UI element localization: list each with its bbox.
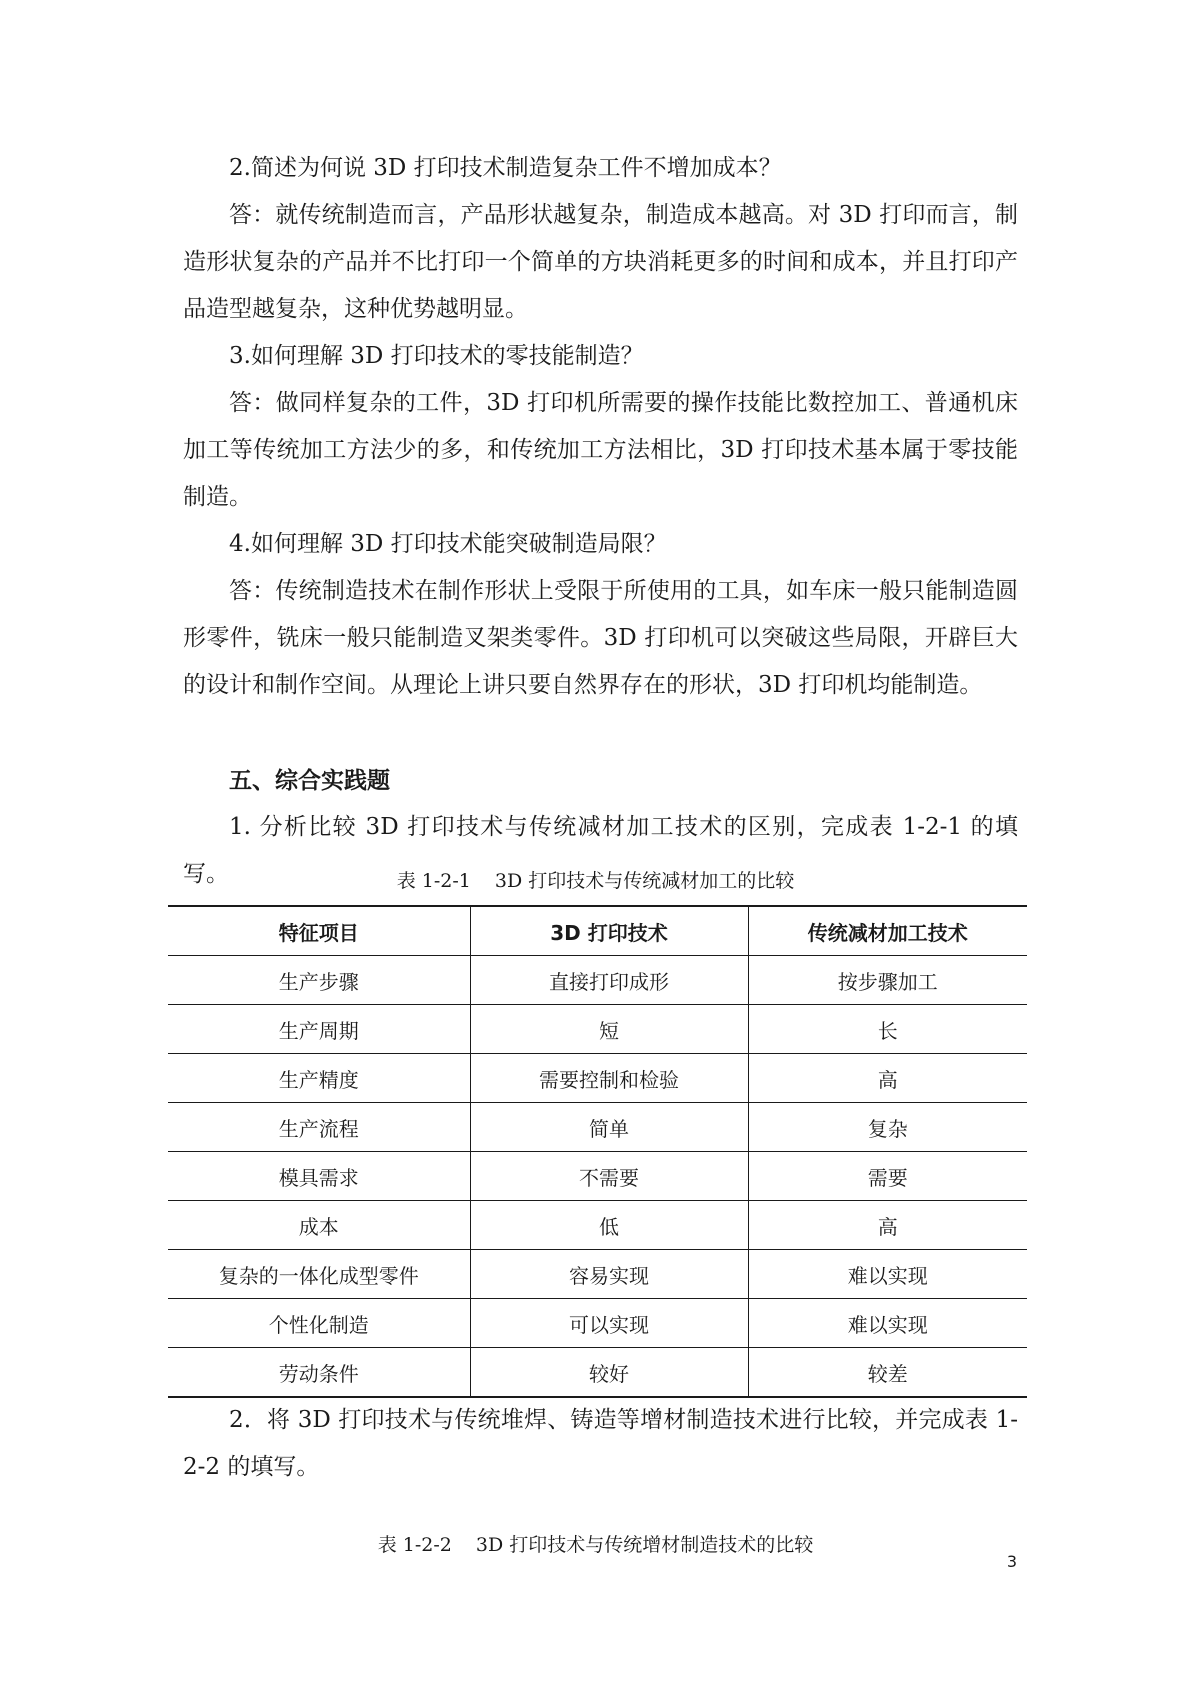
answer-3: 答：做同样复杂的工件，3D 打印机所需要的操作技能比数控加工、普通机床加工等传统加工方法少的多，和传统加工方法相比，3D 打印技术基本属于零技能制造。	[183, 390, 1018, 510]
practice-2: 2．将 3D 打印技术与传统堆焊、铸造等增材制造技术进行比较，并完成表 1-2-2 的填写。	[183, 1407, 1018, 1480]
row-subtractive-cell: 高	[748, 1054, 1027, 1103]
table-row	[168, 1348, 1027, 1398]
row-subtractive-cell: 难以实现	[748, 1299, 1027, 1348]
comparison-table-1	[168, 905, 1027, 1398]
row-subtractive-cell: 复杂	[748, 1103, 1027, 1152]
row-feature-cell: 复杂的一体化成型零件	[168, 1250, 470, 1299]
row-3d-printing-cell: 不需要	[470, 1152, 748, 1201]
row-3d-printing-cell: 短	[470, 1005, 748, 1054]
row-feature-cell: 成本	[168, 1201, 470, 1250]
row-feature-cell: 生产流程	[168, 1103, 470, 1152]
table-row	[168, 1054, 1027, 1103]
table-2-caption-number: 表 1-2-2	[377, 1534, 452, 1556]
table-row	[168, 1250, 1027, 1299]
answer-2: 答：就传统制造而言，产品形状越复杂，制造成本越高。对 3D 打印而言，制造形状复杂的产品并不比打印一个简单的方块消耗更多的时间和成本，并且打印产品造型越复杂，这种优势越明显。	[183, 202, 1018, 322]
table-1-caption	[0, 866, 1191, 896]
table-1-caption-number: 表 1-2-1	[396, 870, 471, 892]
table-row	[168, 1005, 1027, 1054]
row-feature-cell: 生产精度	[168, 1054, 470, 1103]
table-row	[168, 1201, 1027, 1250]
row-3d-printing-cell: 容易实现	[470, 1250, 748, 1299]
row-3d-printing-cell: 简单	[470, 1103, 748, 1152]
table-1-caption-text: 3D 打印技术与传统减材加工的比较	[494, 870, 795, 892]
row-subtractive-cell: 较差	[748, 1348, 1027, 1398]
row-3d-printing-cell: 较好	[470, 1348, 748, 1398]
table-2-caption-text: 3D 打印技术与传统增材制造技术的比较	[475, 1534, 814, 1556]
table-header-row	[168, 906, 1027, 956]
table-row	[168, 1299, 1027, 1348]
table-row	[168, 1103, 1027, 1152]
question-3: 3.如何理解 3D 打印技术的零技能制造？	[229, 343, 644, 369]
table-body	[168, 956, 1027, 1398]
table-row	[168, 956, 1027, 1005]
practice-1: 1. 分析比较 3D 打印技术与传统减材加工技术的区别，完成表 1-2-1 的填写。	[183, 814, 1018, 887]
row-feature-cell: 个性化制造	[168, 1299, 470, 1348]
row-3d-printing-cell: 低	[470, 1201, 748, 1250]
section-heading: 五、综合实践题	[229, 767, 390, 794]
table-row	[168, 1152, 1027, 1201]
row-3d-printing-cell: 需要控制和检验	[470, 1054, 748, 1103]
row-subtractive-cell: 按步骤加工	[748, 956, 1027, 1005]
header-feature: 特征项目	[168, 906, 470, 956]
row-feature-cell: 劳动条件	[168, 1348, 470, 1398]
header-subtractive: 传统减材加工技术	[748, 906, 1027, 956]
answer-4: 答：传统制造技术在制作形状上受限于所使用的工具，如车床一般只能制造圆形零件，铣床一般只能制造叉架类零件。3D 打印机可以突破这些局限，开辟巨大的设计和制作空间。从理论上讲只要自然界存在的形状，3D 打印机均能制造。	[183, 578, 1018, 698]
row-feature-cell: 生产步骤	[168, 956, 470, 1005]
row-3d-printing-cell: 直接打印成形	[470, 956, 748, 1005]
row-subtractive-cell: 需要	[748, 1152, 1027, 1201]
row-subtractive-cell: 高	[748, 1201, 1027, 1250]
question-2: 2.简述为何说 3D 打印技术制造复杂工件不增加成本？	[229, 155, 782, 181]
page-number: 3	[1006, 1552, 1017, 1571]
header-3d-printing: 3D 打印技术	[470, 906, 748, 956]
row-3d-printing-cell: 可以实现	[470, 1299, 748, 1348]
row-subtractive-cell: 长	[748, 1005, 1027, 1054]
row-subtractive-cell: 难以实现	[748, 1250, 1027, 1299]
row-feature-cell: 生产周期	[168, 1005, 470, 1054]
question-4: 4.如何理解 3D 打印技术能突破制造局限？	[229, 531, 667, 557]
row-feature-cell: 模具需求	[168, 1152, 470, 1201]
